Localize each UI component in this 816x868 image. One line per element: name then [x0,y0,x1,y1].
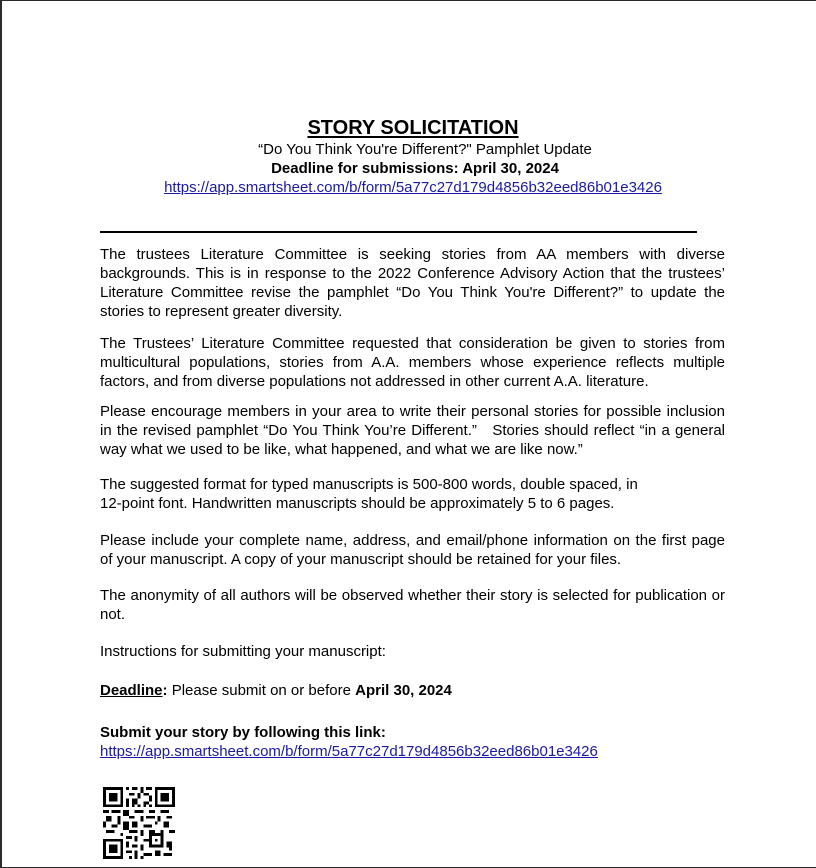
deadline-date: April 30, 2024 [355,682,452,699]
submit-link[interactable]: https://app.smartsheet.com/b/form/5a77c27d179d4856b32eed86b01e3426 [100,743,598,760]
paragraph-contact-info [100,531,725,569]
deadline-line [100,681,725,700]
paragraph-consideration [100,334,725,391]
paragraph-text-line-2: 12-point font. Handwritten manuscripts should be approximately 5 to 6 pages. [100,495,615,512]
paragraph-instructions [100,642,725,661]
paragraph-encourage [100,402,725,459]
paragraph-anonymity [100,586,725,624]
document-title: STORY SOLICITATION [307,117,519,139]
header-submission-link[interactable]: https://app.smartsheet.com/b/form/5a77c27d179d4856b32eed86b01e3426 [164,179,662,196]
deadline-text: Please submit on or before [167,682,356,699]
horizontal-divider [100,231,697,233]
document-header [2,116,816,197]
deadline-colon: : [162,682,168,699]
submit-section [100,723,725,761]
document-subtitle: “Do You Think You're Different?" Pamphlet Update [258,141,592,158]
paragraph-text: Please encourage members in your area to write their personal stories for possible inclusion in the revised pamphlet “Do You Think You’re Different.” Stories should reflect “in a general way what we used to be like, what happened, and what we are like now.” [100,403,725,458]
paragraph-text: The anonymity of all authors will be observed whether their story is selected for publication or not. [100,587,725,623]
paragraph-intro [100,245,725,321]
deadline-heading: Deadline for submissions: April 30, 2024 [271,160,559,177]
qr-code-icon[interactable] [103,787,175,859]
deadline-label: Deadline [100,682,163,699]
paragraph-text: The trustees Literature Committee is seeking stories from AA members with diverse backgrounds. This is in response to the 2022 Conference Advisory Action that the trustees’ Literature Committee revise the pamphlet “Do You Think You're Different?” to update the stories to represent greater diversity. [100,246,725,320]
paragraph-text: Instructions for submitting your manuscript: [100,643,386,660]
paragraph-text: Please include your complete name, address, and email/phone information on the first page of your manuscript. A copy of your manuscript should be retained for your files. [100,532,725,568]
submit-heading: Submit your story by following this link: [100,724,386,741]
paragraph-format [100,475,725,513]
qr-code-graphic [103,787,175,859]
paragraph-text: The Trustees’ Literature Committee requested that consideration be given to stories from multicultural populations, stories from A.A. members whose experience reflects multiple factors, and from diverse populations not addressed in other current A.A. literature. [100,335,725,390]
paragraph-text-line-1: The suggested format for typed manuscripts is 500-800 words, double spaced, in [100,476,638,493]
